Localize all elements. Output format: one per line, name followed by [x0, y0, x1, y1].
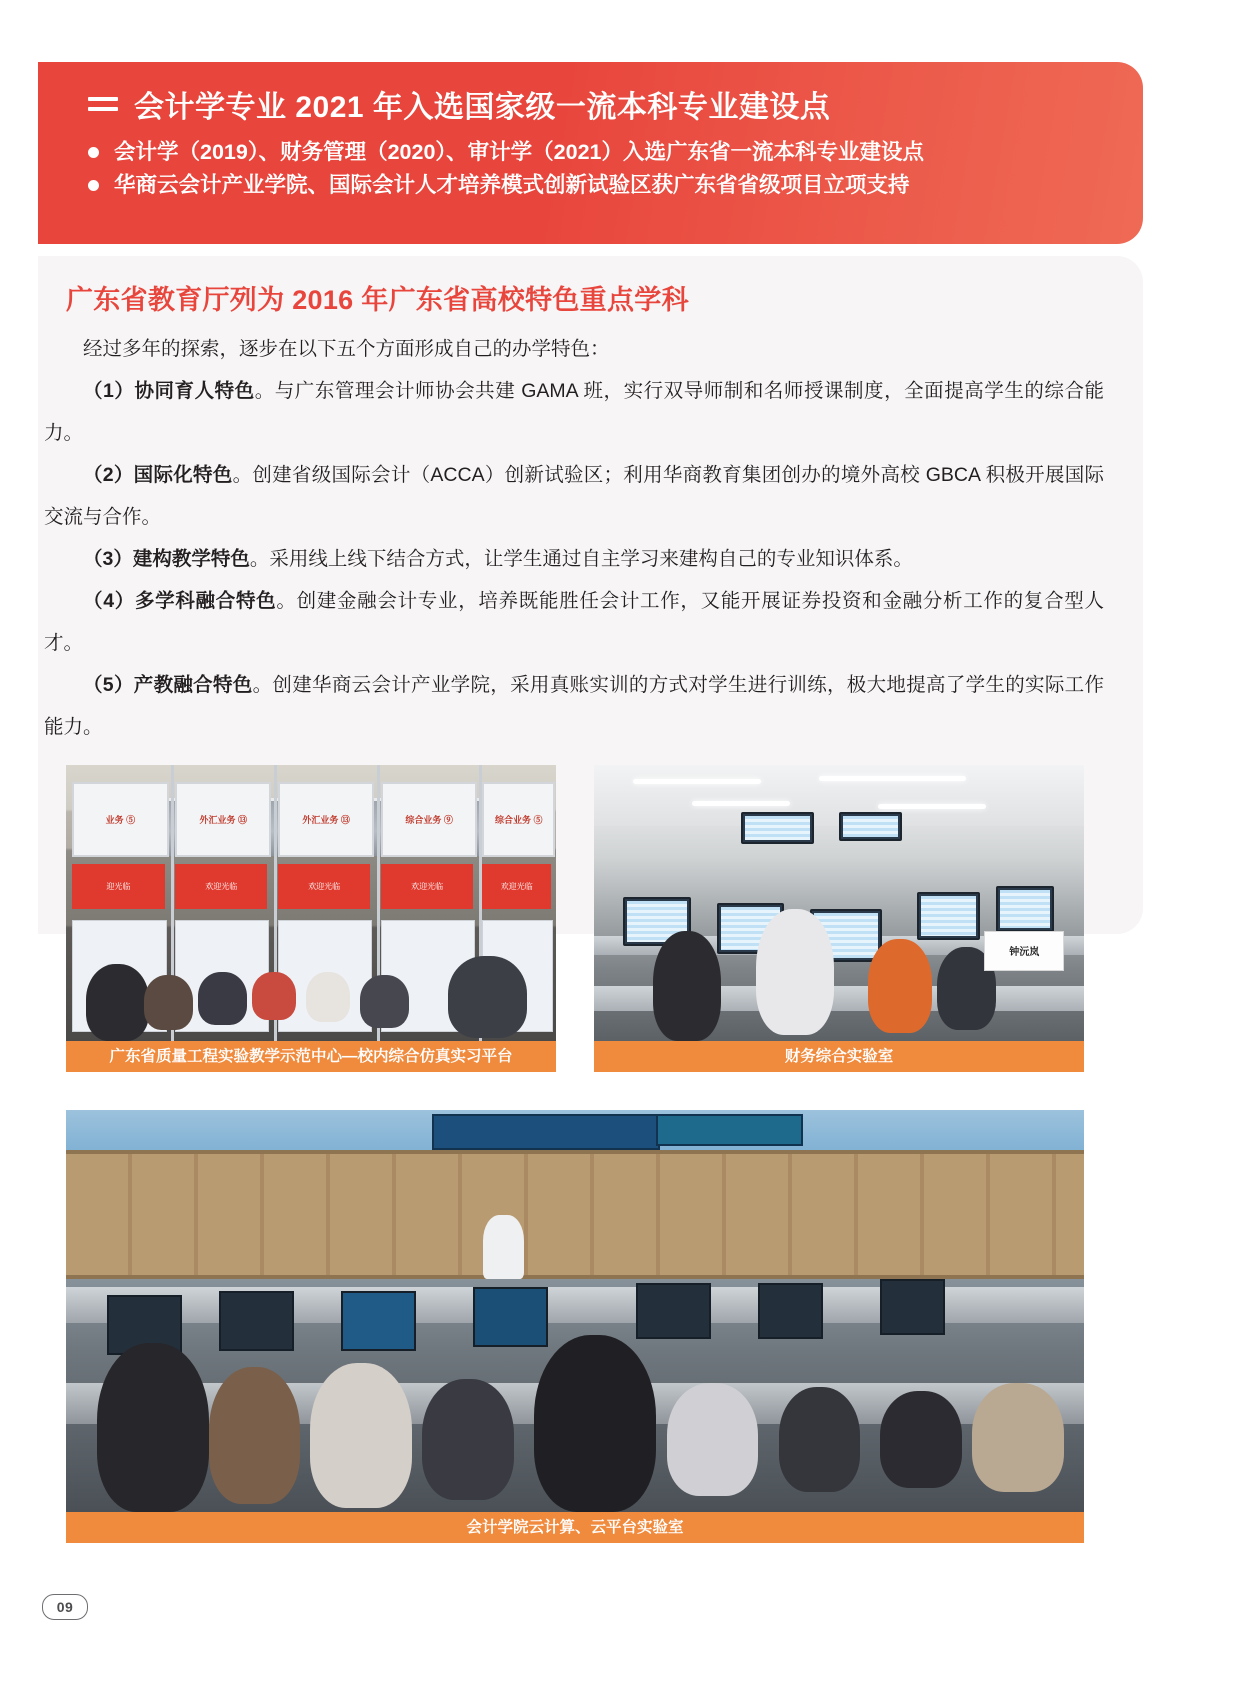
ceiling-light — [878, 804, 986, 809]
bullet-icon — [88, 147, 99, 158]
feature-label-1: （1）协同育人特色 — [83, 380, 255, 402]
photo-image — [66, 765, 556, 1041]
ceiling-light — [819, 776, 966, 781]
photo-finance-lab — [594, 765, 1084, 1072]
scene-cloud-lab — [66, 1110, 1084, 1512]
booth-sign: 业务 ⑤ — [72, 782, 168, 858]
banner-bullet-text: 华商云会计产业学院、国际会计人才培养模式创新试验区获广东省省级项目立项支持 — [114, 173, 910, 198]
feature-label-3: （3）建构教学特色 — [83, 548, 250, 570]
hamburger-icon — [66, 97, 118, 111]
feature-label-2: （2）国际化特色 — [83, 464, 233, 486]
list-item — [88, 169, 1115, 202]
booth-strip: 欢迎光临 — [175, 864, 267, 908]
feature-text-4: 。创建金融会计专业，培养既能胜任会计工作，又能开展证券投资和金融分析工作的复合型人才。 — [44, 590, 1104, 654]
student — [97, 1343, 209, 1512]
feature-text-2: 。创建省级国际会计（ACCA）创新试验区；利用华商教育集团创办的境外高校 GBCA 积极开展国际交流与合作。 — [44, 464, 1104, 528]
student — [534, 1335, 656, 1512]
student — [653, 931, 722, 1041]
feature-text-5: 。创建华商云会计产业学院，采用真账实训的方式对学生进行训练，极大地提高了学生的实际工作能力。 — [44, 674, 1104, 738]
scene-training-platform — [66, 765, 556, 1041]
teacher — [483, 1215, 524, 1279]
section-body — [44, 328, 1104, 748]
scene-finance-lab — [594, 765, 1084, 1041]
booth-sign: 外汇业务 ⑬ — [278, 782, 374, 858]
feature-paragraph-1 — [44, 370, 1104, 454]
photo-image — [66, 1110, 1084, 1512]
desk-name-tag: 钟沅岚 — [984, 931, 1064, 972]
projector-screen — [656, 1114, 803, 1146]
photo-caption: 财务综合实验室 — [594, 1041, 1084, 1072]
photo-caption: 广东省质量工程实验教学示范中心—校内综合仿真实习平台 — [66, 1041, 556, 1072]
monitor — [341, 1291, 416, 1351]
feature-paragraph-3 — [44, 538, 1104, 580]
student — [756, 909, 834, 1036]
page-number: 09 — [42, 1594, 88, 1620]
banner-title-row — [66, 82, 1115, 126]
banner-bullet-list — [66, 136, 1115, 203]
list-item — [88, 136, 1115, 169]
feature-text-1: 。与广东管理会计师协会共建 GAMA 班，实行双导师制和名师授课制度，全面提高学生的综合能力。 — [44, 380, 1104, 444]
projector-screen — [741, 812, 814, 844]
monitor — [473, 1287, 548, 1347]
student — [422, 1379, 514, 1500]
monitor — [917, 892, 980, 940]
booth-sign: 综合业务 ⑤ — [482, 782, 555, 858]
feature-paragraph-2 — [44, 454, 1104, 538]
student — [779, 1387, 860, 1492]
booth-strip: 欢迎光临 — [381, 864, 473, 908]
student — [868, 939, 932, 1033]
students-group — [66, 909, 556, 1041]
banner-bullet-text: 会计学（2019）、财务管理（2020）、审计学（2021）入选广东省一流本科专业建设点 — [114, 140, 924, 164]
monitor — [636, 1283, 711, 1339]
monitor — [880, 1279, 945, 1335]
intro-paragraph: 经过多年的探索，逐步在以下五个方面形成自己的办学特色： — [83, 338, 610, 360]
feature-label-4: （4）多学科融合特色 — [83, 590, 277, 612]
highlight-banner — [38, 62, 1143, 244]
photo-image — [594, 765, 1084, 1041]
projector-screen — [839, 812, 902, 841]
student — [880, 1391, 961, 1487]
booth-strip: 迎光临 — [72, 864, 164, 908]
monitor — [996, 886, 1054, 931]
section-heading: 广东省教育厅列为 2016 年广东省高校特色重点学科 — [66, 285, 689, 315]
ceiling-light — [633, 779, 760, 784]
booth-strip: 欢迎光临 — [278, 864, 370, 908]
booth-sign: 外汇业务 ⑬ — [175, 782, 271, 858]
banner-title: 会计学专业 2021 年入选国家级一流本科专业建设点 — [134, 91, 831, 124]
student — [972, 1383, 1064, 1492]
feature-label-5: （5）产教融合特色 — [83, 674, 253, 696]
projector-screen — [432, 1114, 660, 1150]
feature-paragraph-5 — [44, 664, 1104, 748]
student — [209, 1367, 301, 1504]
ceiling-light — [692, 801, 790, 806]
feature-text-3: 。采用线上线下结合方式，让学生通过自主学习来建构自己的专业知识体系。 — [249, 548, 913, 570]
monitor — [758, 1283, 823, 1339]
wall-cabinets — [66, 1150, 1084, 1279]
booth-sign: 综合业务 ⑨ — [381, 782, 477, 858]
student — [310, 1363, 412, 1508]
photo-caption: 会计学院云计算、云平台实验室 — [66, 1512, 1084, 1543]
photo-cloud-lab — [66, 1110, 1084, 1543]
booth-strip: 欢迎光临 — [482, 864, 551, 908]
bullet-icon — [88, 180, 99, 191]
student — [667, 1383, 759, 1496]
monitor — [219, 1291, 294, 1351]
photo-training-platform — [66, 765, 556, 1072]
feature-paragraph-4 — [44, 580, 1104, 664]
